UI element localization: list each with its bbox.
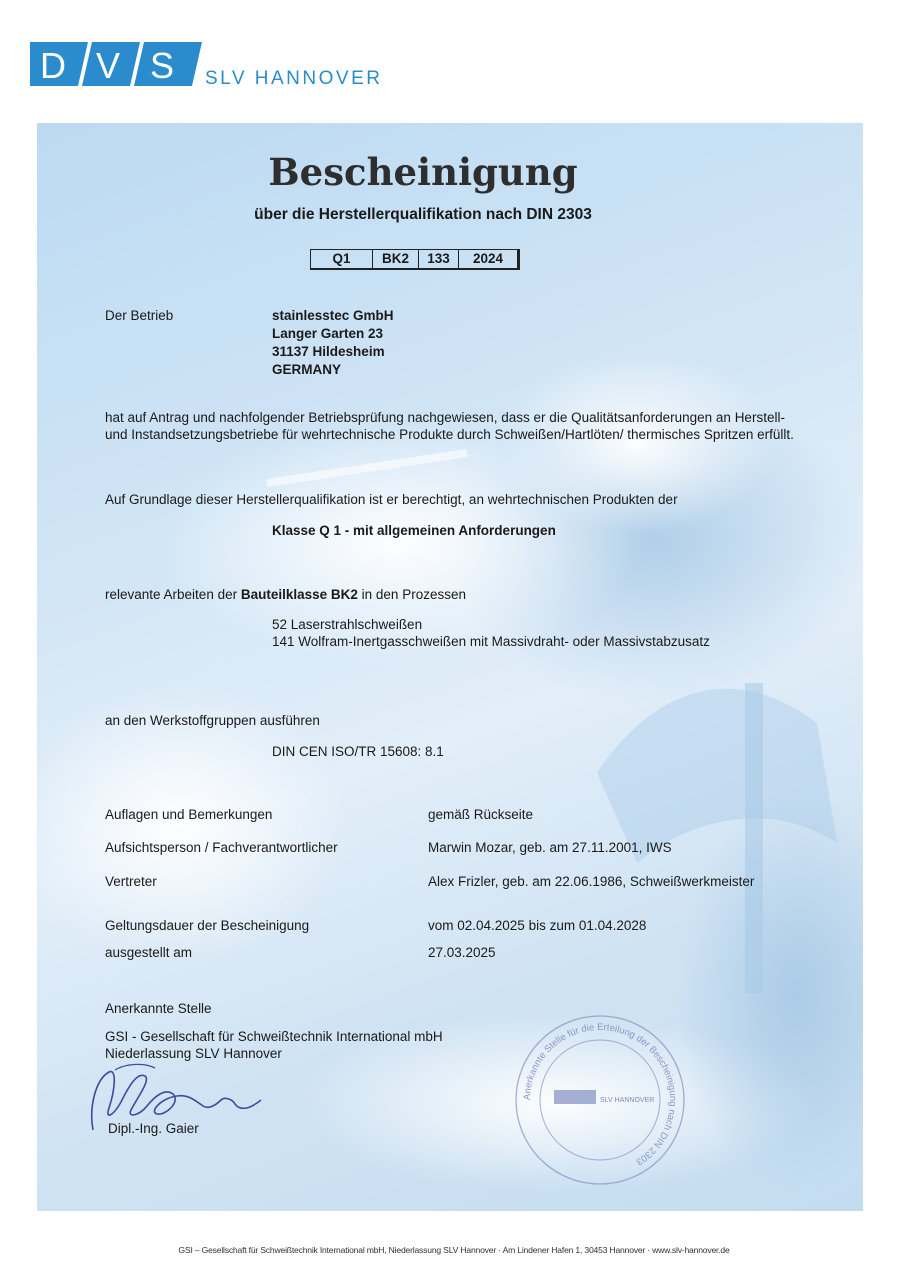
detail-value-issued: 27.03.2025 [428,945,496,960]
detail-value-supervisor: Marwin Mozar, geb. am 27.11.2001, IWS [428,840,672,855]
certificate-number-box [310,249,520,270]
process-item: 141 Wolfram-Inertgasschweißen mit Massivdraht- oder Massivstabzusatz [272,634,710,649]
dvs-slv-logo [30,38,430,98]
certificate-title: Bescheinigung [268,150,578,194]
authorization-text: Auf Grundlage dieser Herstellerqualifikation ist er berechtigt, an wehrtechnischen Produkten der [105,492,678,507]
relevant-suffix: in den Prozessen [357,587,466,602]
class-line: Klasse Q 1 - mit allgemeinen Anforderungen [272,523,556,538]
stamp-dvs-mark [554,1090,596,1104]
company-country: GERMANY [272,362,342,377]
detail-label-remarks: Auflagen und Bemerkungen [105,807,273,822]
company-label: Der Betrieb [105,308,174,323]
id-number: 133 [419,250,459,268]
relevant-works-line [105,587,466,602]
id-component-class: BK2 [373,250,419,268]
stamp-ring-text: Anerkannte Stelle für die Erteilung der Bescheinigung nach DIN 2303 [521,1021,679,1168]
logo-letter-s: S [150,45,175,86]
signatory-name: Dipl.-Ing. Gaier [108,1121,199,1136]
detail-label-issued: ausgestellt am [105,945,193,960]
relevant-prefix: relevante Arbeiten der [105,587,241,602]
material-standard: DIN CEN ISO/TR 15608: 8.1 [272,744,444,759]
footer-address: GSI – Gesellschaft für Schweißtechnik International mbH, Niederlassung SLV Hannover · Am Lindener Hafen 1, 30453 Hannover · www.slv-hannover.de [178,1245,730,1255]
recognized-body-name: GSI - Gesellschaft für Schweißtechnik International mbH [105,1029,443,1044]
logo-letter-d: D [40,45,66,86]
certificate-subtitle: über die Herstellerqualifikation nach DIN 2303 [254,206,592,223]
detail-value-remarks: gemäß Rückseite [428,807,534,822]
company-city: 31137 Hildesheim [272,344,385,359]
logo-letter-v: V [96,45,121,86]
recognized-body-branch: Niederlassung SLV Hannover [105,1046,282,1061]
company-street: Langer Garten 23 [272,326,384,341]
material-intro: an den Werkstoffgruppen ausführen [105,713,320,728]
recognized-body-label: Anerkannte Stelle [105,1001,212,1016]
detail-label-validity: Geltungsdauer der Bescheinigung [105,918,310,933]
id-class: Q1 [311,250,373,268]
qualification-statement: hat auf Antrag und nachfolgender Betriebsprüfung nachgewiesen, dass er die Qualitätsanforderungen an Herstell- und Instandsetzungsbetriebe für wehrtechnische Produkte durch Schweißen/Hartlöten/ thermisches Spritzen erfüllt. [105,410,794,442]
detail-value-validity: vom 02.04.2025 bis zum 01.04.2028 [428,918,647,933]
detail-value-deputy: Alex Frizler, geb. am 22.06.1986, Schweißwerkmeister [428,874,755,889]
official-stamp [510,1010,690,1190]
component-class: Bauteilklasse BK2 [240,587,358,602]
detail-label-supervisor: Aufsichtsperson / Fachverantwortlicher [105,840,338,855]
id-year: 2024 [472,251,504,266]
process-item: 52 Laserstrahlschweißen [272,617,423,632]
company-name: stainlesstec GmbH [272,308,394,323]
dvs-logo-mark [30,38,210,90]
stamp-center-text: SLV HANNOVER [600,1097,655,1104]
detail-label-deputy: Vertreter [105,874,157,889]
logo-subtitle: SLV HANNOVER [205,68,383,89]
